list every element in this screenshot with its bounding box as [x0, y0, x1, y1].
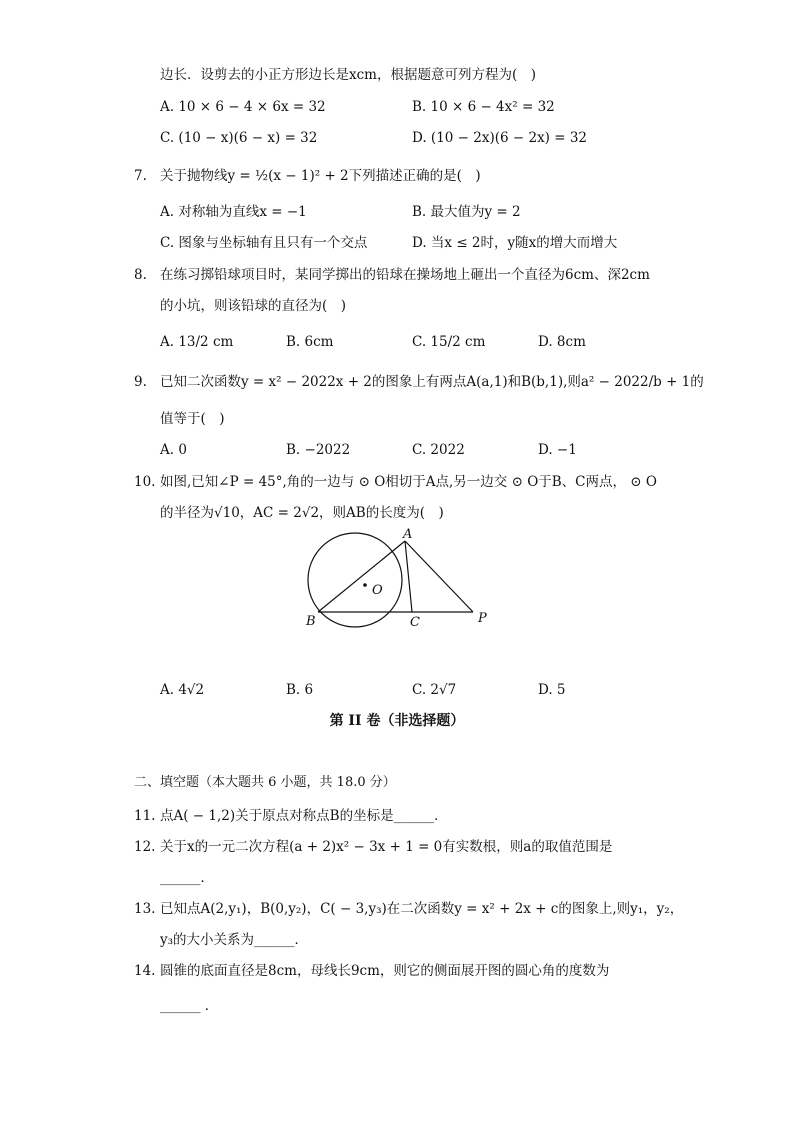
q6-option-d: D. (10 − 2x)(6 − 2x) = 32 [412, 130, 588, 146]
q13-stem-line2: y₃的大小关系为______． [160, 932, 309, 948]
q7-stem: 关于抛物线y = ½(x − 1)² + 2下列描述正确的是( ) [160, 168, 481, 184]
q6-stem-line: 边长．设剪去的小正方形边长是xcm，根据题意可列方程为( ) [160, 67, 537, 83]
q8-number: 8. [134, 267, 147, 283]
label-p: P [478, 611, 487, 626]
q10-option-c: C. 2√7 [412, 682, 457, 698]
q8-option-c: C. 15/2 cm [412, 334, 486, 350]
q8-option-a: A. 13/2 cm [160, 334, 234, 350]
q9-option-a: A. 0 [160, 442, 187, 458]
q12-stem-line2: ______． [160, 870, 214, 886]
label-o: O [372, 583, 383, 598]
q9-option-d: D. −1 [538, 442, 577, 458]
q7-option-b: B. 最大值为y = 2 [412, 204, 521, 220]
q9-option-c: C. 2022 [412, 442, 465, 458]
q7-option-c: C. 图象与坐标轴有且只有一个交点 [160, 235, 368, 251]
label-c: C [410, 615, 420, 630]
q10-option-d: D. 5 [538, 682, 566, 698]
q8-option-d: D. 8cm [538, 334, 586, 350]
q8-stem-line1: 在练习掷铅球项目时，某同学掷出的铅球在操场地上砸出一个直径为6cm、深2cm [160, 267, 650, 283]
q9-option-b: B. −2022 [286, 442, 351, 458]
q14-stem-line2: ______ ． [160, 998, 219, 1014]
section2-heading: 二、填空题（本大题共 6 小题，共 18.0 分） [134, 775, 396, 790]
q9-stem-line2: 值等于( ) [160, 411, 225, 427]
q11-number: 11. [134, 808, 156, 824]
q6-option-a: A. 10 × 6 − 4 × 6x = 32 [160, 99, 326, 115]
circle-o [308, 533, 402, 627]
q7-number: 7. [134, 168, 147, 184]
q14-number: 14. [134, 963, 156, 979]
q7-option-a: A. 对称轴为直线x = −1 [160, 204, 307, 220]
q11-stem: 点A( − 1,2)关于原点对称点B的坐标是______． [160, 808, 448, 824]
q12-number: 12. [134, 839, 156, 855]
q8-stem-line2: 的小坑，则该铅球的直径为( ) [160, 298, 347, 314]
q14-stem-line1: 圆锥的底面直径是8cm，母线长9cm，则它的侧面展开图的圆心角的度数为 [160, 963, 610, 979]
segment-ac [405, 541, 412, 612]
q8-option-b: B. 6cm [286, 334, 334, 350]
segment-ap [405, 541, 473, 612]
circle-tangent-figure [300, 528, 500, 638]
q10-stem-line2: 的半径为√10，AC = 2√2，则AB的长度为( ) [160, 505, 444, 521]
center-dot-o [363, 583, 367, 587]
q10-number: 10. [134, 474, 156, 490]
part2-heading: 第 II 卷（非选择题） [329, 713, 465, 729]
q7-option-d: D. 当x ≤ 2时，y随x的增大而增大 [412, 235, 618, 251]
q6-option-b: B. 10 × 6 − 4x² = 32 [412, 99, 555, 115]
label-a: A [403, 528, 413, 542]
q10-option-a: A. 4√2 [160, 682, 205, 698]
q13-stem-line1: 已知点A(2,y₁)，B(0,y₂)，C( − 3,y₃)在二次函数y = x² + 2x + c的图象上,则y₁，y₂， [160, 901, 684, 917]
q9-stem-line1: 已知二次函数y = x² − 2022x + 2的图象上有两点A(a,1)和B(b,1),则a² − 2022/b + 1的 [160, 374, 704, 390]
segment-ab [318, 541, 405, 612]
q12-stem-line1: 关于x的一元二次方程(a + 2)x² − 3x + 1 = 0有实数根，则a的取值范围是 [160, 839, 613, 855]
q6-option-c: C. (10 − x)(6 − x) = 32 [160, 130, 318, 146]
label-b: B [306, 614, 316, 629]
q13-number: 13. [134, 901, 156, 917]
q10-stem-line1: 如图,已知∠P = 45°,角的一边与 ⊙ O相切于A点,另一边交 ⊙ O于B、C两点， ⊙ O [160, 474, 657, 490]
q10-option-b: B. 6 [286, 682, 314, 698]
q9-number: 9. [134, 374, 147, 390]
